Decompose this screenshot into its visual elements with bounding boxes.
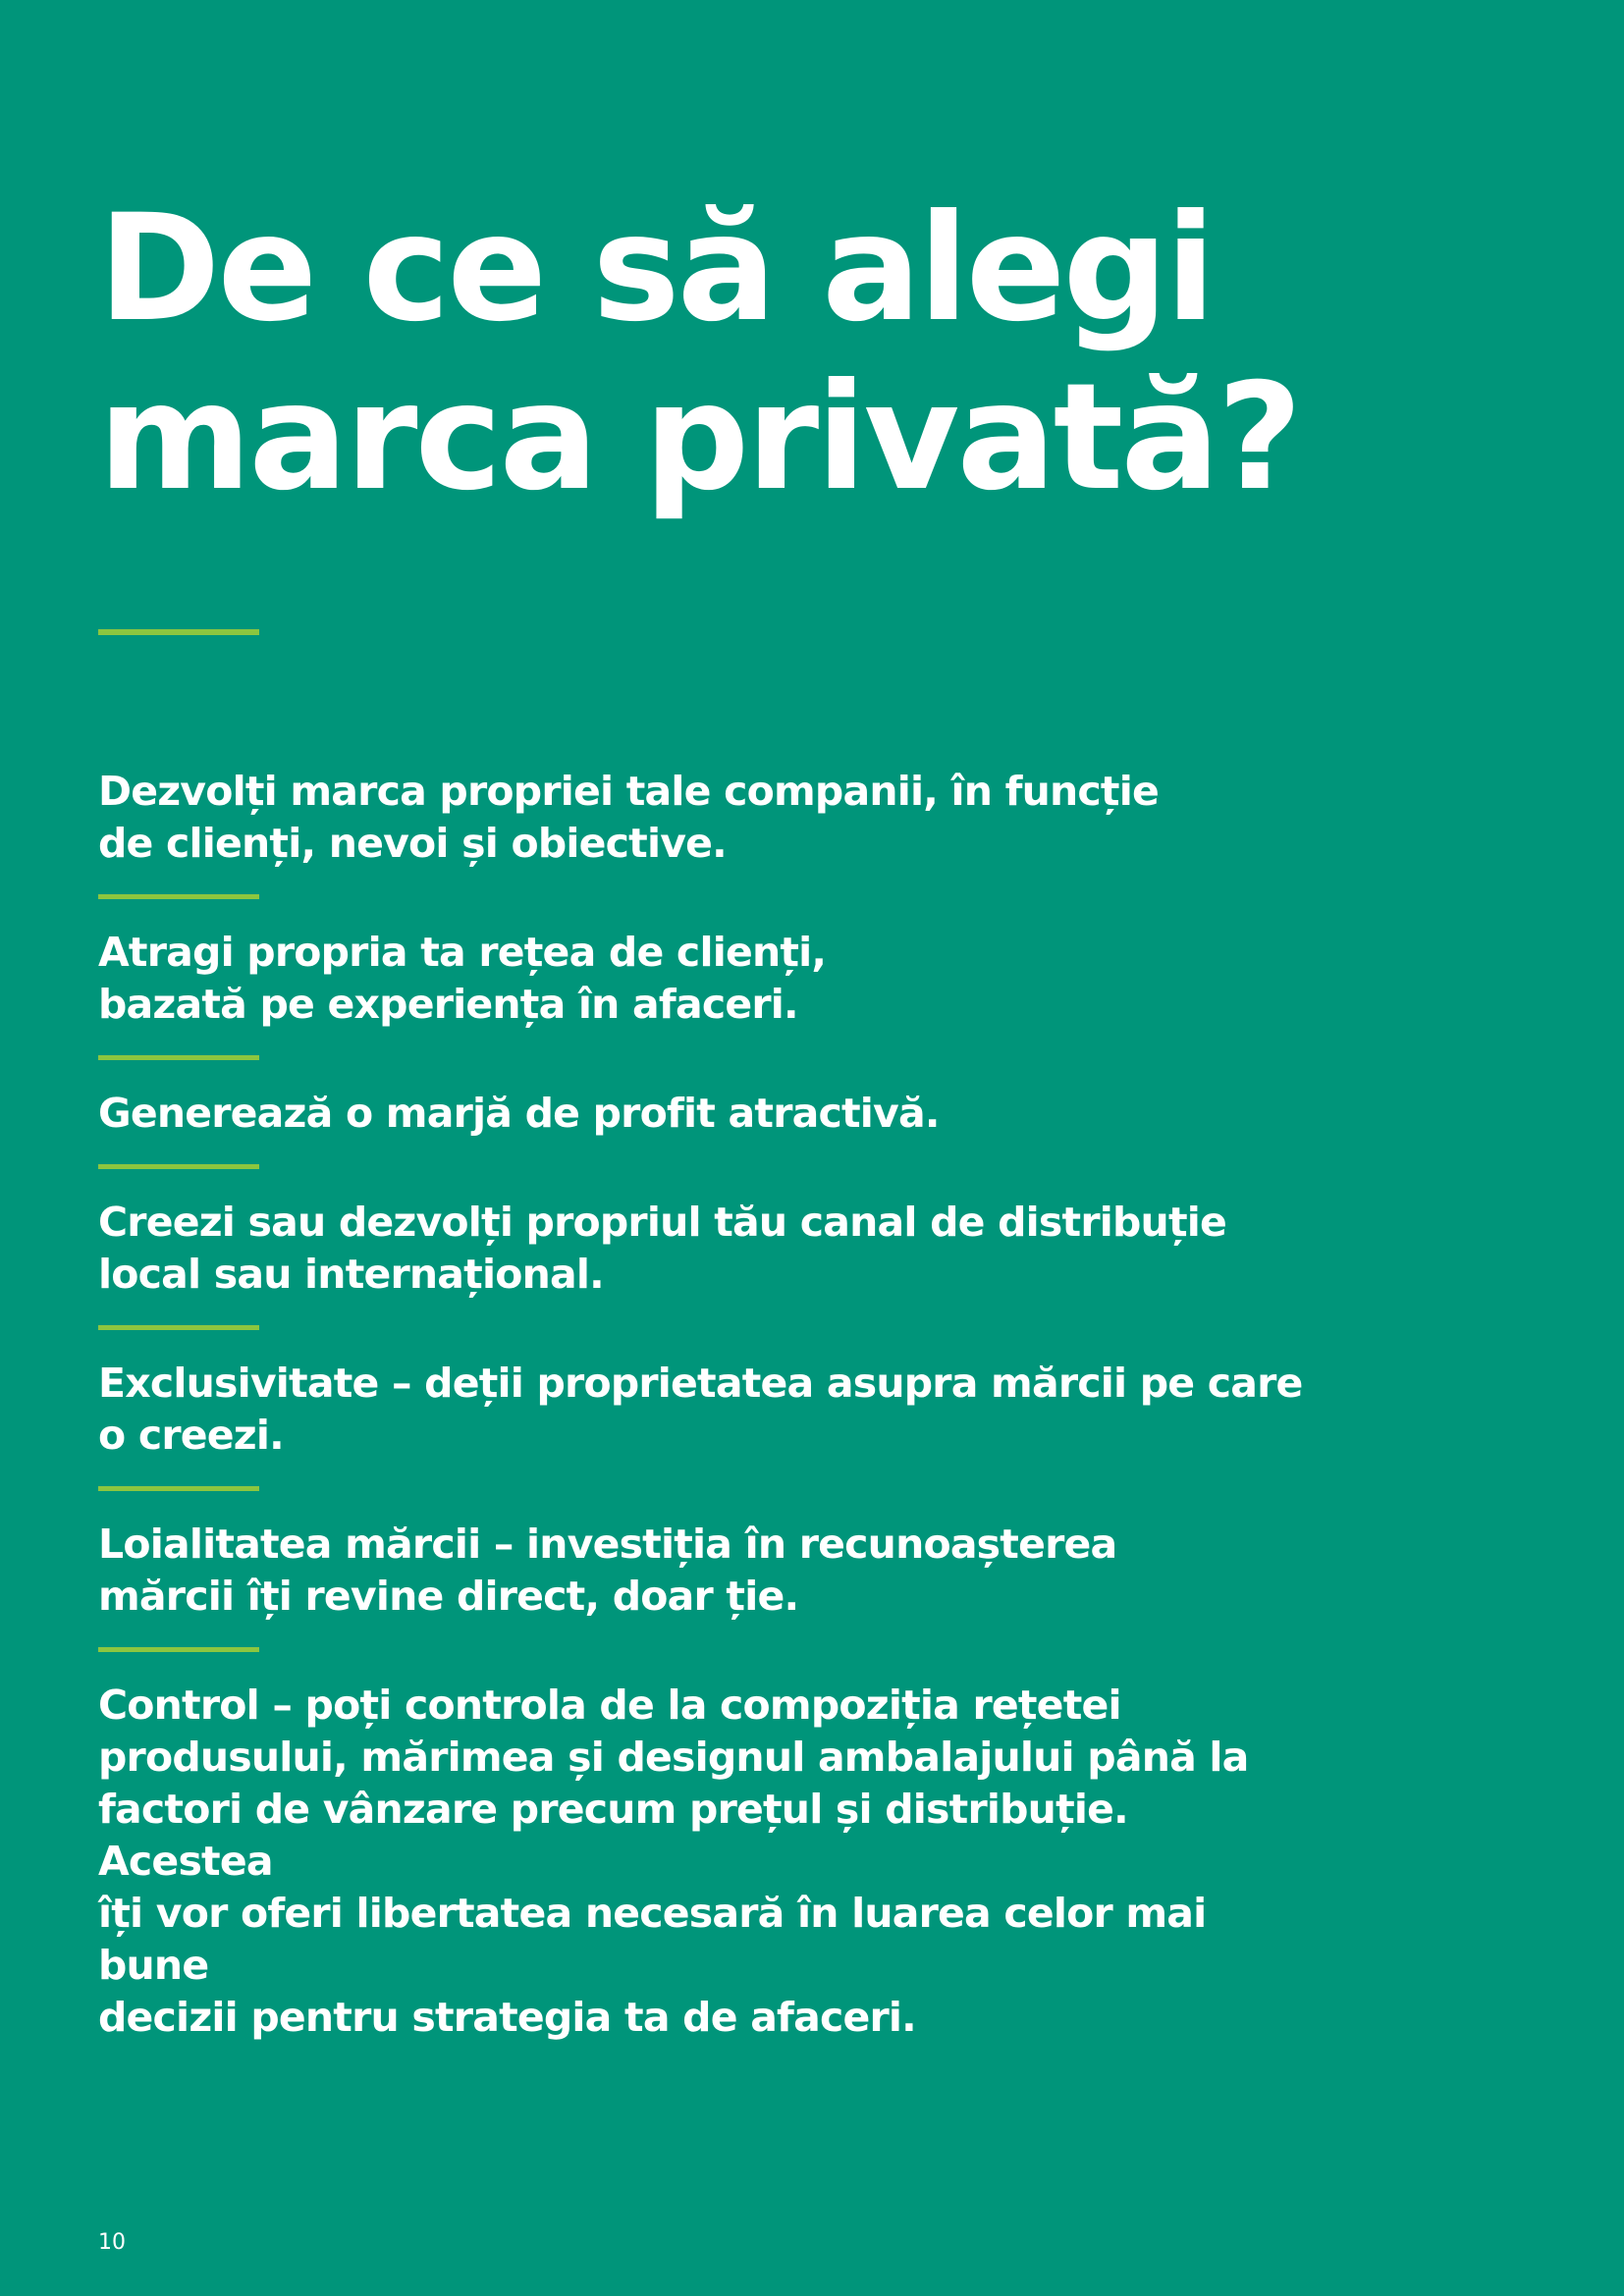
benefit-divider xyxy=(98,1325,259,1330)
benefit-text: Generează o marjă de profit atractivă. xyxy=(98,1090,940,1137)
page-number: 10 xyxy=(98,2230,126,2255)
benefit-text: Atragi propria ta rețea de clienți, bazată pe experiența în afaceri. xyxy=(98,929,827,1028)
benefit-divider xyxy=(98,1055,259,1060)
benefit-item xyxy=(98,766,1316,899)
benefit-text: Creezi sau dezvolți propriul tău canal de distribuție local sau internațional. xyxy=(98,1199,1227,1298)
benefit-divider xyxy=(98,894,259,899)
benefit-item xyxy=(98,1519,1316,1652)
page-title-line-2: marca privată? xyxy=(98,352,1300,523)
benefits-list xyxy=(98,766,1316,2044)
benefit-divider xyxy=(98,1486,259,1491)
title-divider xyxy=(98,629,259,635)
benefit-text: Exclusivitate – deții proprietatea asupra mărcii pe care o creezi. xyxy=(98,1360,1303,1459)
benefit-item xyxy=(98,1680,1316,2044)
page-title xyxy=(98,185,1300,522)
benefit-divider xyxy=(98,1647,259,1652)
benefit-divider xyxy=(98,1164,259,1169)
benefit-text: Dezvolți marca propriei tale companii, în funcție de clienți, nevoi și obiective. xyxy=(98,768,1159,867)
benefit-item xyxy=(98,927,1316,1060)
benefit-item xyxy=(98,1358,1316,1491)
benefit-text: Control – poți controla de la compoziția rețetei produsului, mărimea și designul ambalajului până la factori de vânzare precum prețul și distribuție. Acestea îți vor oferi libertatea necesară în luarea celor mai bune decizii pentru strategia ta de afaceri. xyxy=(98,1682,1249,2041)
benefit-text: Loialitatea mărcii – investiția în recunoașterea mărcii îți revine direct, doar ție. xyxy=(98,1521,1117,1620)
page-title-line-1: De ce să alegi xyxy=(98,184,1214,354)
benefit-item xyxy=(98,1088,1316,1169)
benefit-item xyxy=(98,1197,1316,1330)
